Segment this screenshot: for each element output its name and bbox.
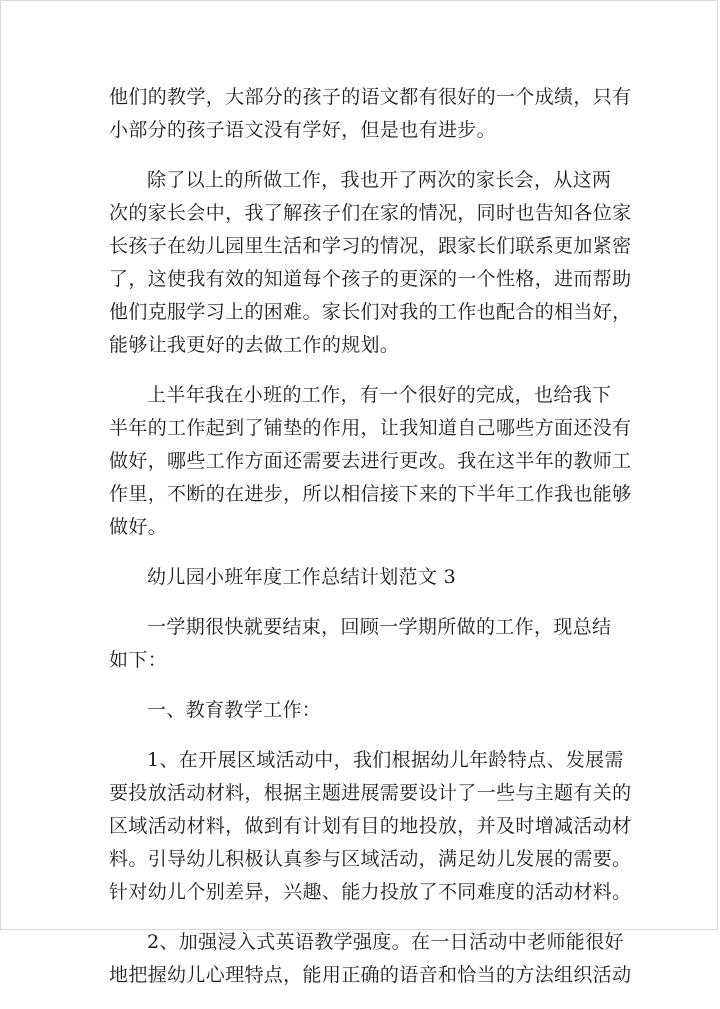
text-line: 1、在开展区域活动中，我们根据幼儿年龄特点、发展需 bbox=[147, 749, 624, 771]
text-line: 他们的教学，大部分的孩子的语文都有很好的一个成绩，只有 bbox=[109, 86, 632, 108]
heading-text: 幼儿园小班年度工作总结计划范文 3 bbox=[147, 566, 457, 588]
text-line: 做好，哪些工作方面还需要去进行更改。我在这半年的教师工 bbox=[109, 450, 632, 472]
text-line: 2、加强浸入式英语教学强度。在一日活动中老师能很好 bbox=[147, 931, 624, 953]
text-line: 次的家长会中，我了解孩子们在家的情况，同时也告知各位家 bbox=[109, 202, 632, 224]
text-line: 半年的工作起到了铺垫的作用，让我知道自己哪些方面还没有 bbox=[109, 417, 632, 439]
text-line: 针对幼儿个别差异，兴趣、能力投放了不同难度的活动材料。 bbox=[109, 881, 632, 903]
text-line: 要投放活动材料，根据主题进展需要设计了一些与主题有关的 bbox=[109, 782, 632, 804]
section-heading bbox=[147, 561, 613, 594]
text-line: 地把握幼儿心理特点，能用正确的语音和恰当的方法组织活动 bbox=[109, 964, 632, 986]
text-line: 如下： bbox=[109, 649, 168, 671]
text-line: 作里，不断的在进步，所以相信接下来的下半年工作我也能够 bbox=[109, 483, 632, 505]
paragraph-2 bbox=[109, 164, 632, 362]
paragraph-1 bbox=[109, 81, 632, 147]
list-item-1 bbox=[109, 744, 632, 909]
text-line: 长孩子在幼儿园里生活和学习的情况，跟家长们联系更加紧密 bbox=[109, 235, 632, 257]
text-line: 能够让我更好的去做工作的规划。 bbox=[109, 334, 400, 356]
subsection-heading bbox=[109, 694, 613, 727]
text-line: 他们克服学习上的困难。家长们对我的工作也配合的相当好， bbox=[109, 301, 632, 323]
text-line: 了，这使我有效的知道每个孩子的更深的一个性格，进而帮助 bbox=[109, 268, 632, 290]
text-line: 一学期很快就要结束，回顾一学期所做的工作，现总结 bbox=[147, 616, 612, 638]
list-item-2 bbox=[109, 926, 632, 992]
document-body bbox=[109, 81, 632, 1009]
paragraph-intro bbox=[109, 611, 613, 677]
text-line: 做好。 bbox=[109, 516, 168, 538]
text-line: 除了以上的所做工作，我也开了两次的家长会，从这两 bbox=[147, 169, 612, 191]
text-line: 一、教育教学工作： bbox=[147, 699, 322, 721]
text-line: 上半年我在小班的工作，有一个很好的完成，也给我下 bbox=[147, 384, 612, 406]
text-line: 区域活动材料，做到有计划有目的地投放，并及时增减活动材 bbox=[109, 815, 632, 837]
paragraph-3 bbox=[109, 379, 632, 544]
text-line: 小部分的孩子语文没有学好，但是也有进步。 bbox=[109, 119, 497, 141]
text-line: 料。引导幼儿积极认真参与区域活动，满足幼儿发展的需要。 bbox=[109, 848, 632, 870]
